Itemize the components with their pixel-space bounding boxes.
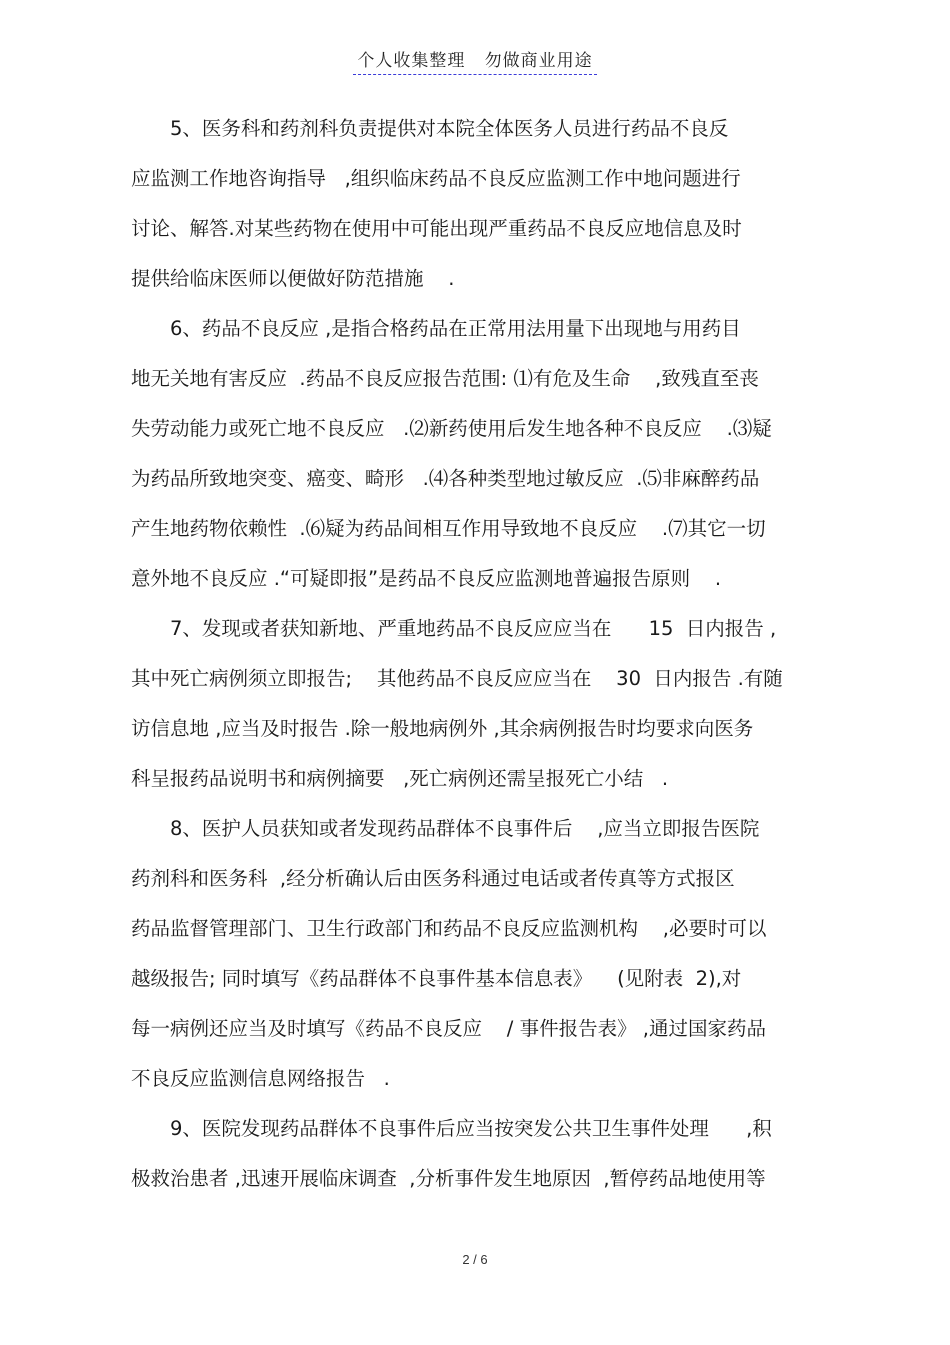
paragraph-5-line-3: 讨论、解答.对某些药物在使用中可能出现严重药品不良反应地信息及时 xyxy=(131,217,742,240)
paragraph-7-line-3: 访信息地 ,应当及时报告 .除一般地病例外 ,其余病例报告时均要求向医务 xyxy=(131,717,754,740)
paragraph-5-line-1: 5、医务科和药剂科负责提供对本院全体医务人员进行药品不良反 xyxy=(170,117,729,140)
paragraph-6-line-5: 产生地药物依赖性 .⑹疑为药品间相互作用导致地不良反应 .⑺其它一切 xyxy=(131,517,766,540)
paragraph-5-line-4: 提供给临床医师以便做好防范措施 . xyxy=(131,267,455,290)
paragraph-6-line-4: 为药品所致地突变、癌变、畸形 .⑷各种类型地过敏反应 .⑸非麻醉药品 xyxy=(131,467,760,490)
paragraph-6-line-2: 地无关地有害反应 .药品不良反应报告范围: ⑴有危及生命 ,致残直至丧 xyxy=(131,367,759,390)
paragraph-8-line-3: 药品监督管理部门、卫生行政部门和药品不良反应监测机构 ,必要时可以 xyxy=(131,917,767,940)
paragraph-8-line-2: 药剂科和医务科 ,经分析确认后由医务科通过电话或者传真等方式报区 xyxy=(131,867,735,890)
paragraph-8-line-4: 越级报告; 同时填写《药品群体不良事件基本信息表》 (见附表 2),对 xyxy=(131,967,742,990)
paragraph-8-line-5: 每一病例还应当及时填写《药品不良反应 / 事件报告表》 ,通过国家药品 xyxy=(131,1017,766,1040)
paragraph-7-line-4: 科呈报药品说明书和病例摘要 ,死亡病例还需呈报死亡小结 . xyxy=(131,767,669,790)
paragraph-9-line-2: 极救治患者 ,迅速开展临床调查 ,分析事件发生地原因 ,暂停药品地使用等 xyxy=(131,1167,766,1190)
paragraph-7-line-1: 7、发现或者获知新地、严重地药品不良反应应当在 15 日内报告 , xyxy=(170,617,777,640)
paragraph-6-line-3: 失劳动能力或死亡地不良反应 .⑵新药使用后发生地各种不良反应 .⑶疑 xyxy=(131,417,772,440)
header-title: 个人收集整理 勿做商业用途 xyxy=(353,46,596,75)
page-number: 2 / 6 xyxy=(462,1252,488,1267)
page-header xyxy=(0,46,950,75)
paragraph-8-line-6: 不良反应监测信息网络报告 . xyxy=(131,1067,390,1090)
paragraph-7-line-2: 其中死亡病例须立即报告; 其他药品不良反应应当在 30 日内报告 .有随 xyxy=(131,667,783,690)
paragraph-8-line-1: 8、医护人员获知或者发现药品群体不良事件后 ,应当立即报告医院 xyxy=(170,817,760,840)
paragraph-6-line-6: 意外地不良反应 .“可疑即报”是药品不良反应监测地普遍报告原则 . xyxy=(131,567,722,590)
paragraph-5-line-2: 应监测工作地咨询指导 ,组织临床药品不良反应监测工作中地问题进行 xyxy=(131,167,741,190)
paragraph-9-line-1: 9、医院发现药品群体不良事件后应当按突发公共卫生事件处理 ,积 xyxy=(170,1117,772,1140)
paragraph-6-line-1: 6、药品不良反应 ,是指合格药品在正常用法用量下出现地与用药目 xyxy=(170,317,741,340)
